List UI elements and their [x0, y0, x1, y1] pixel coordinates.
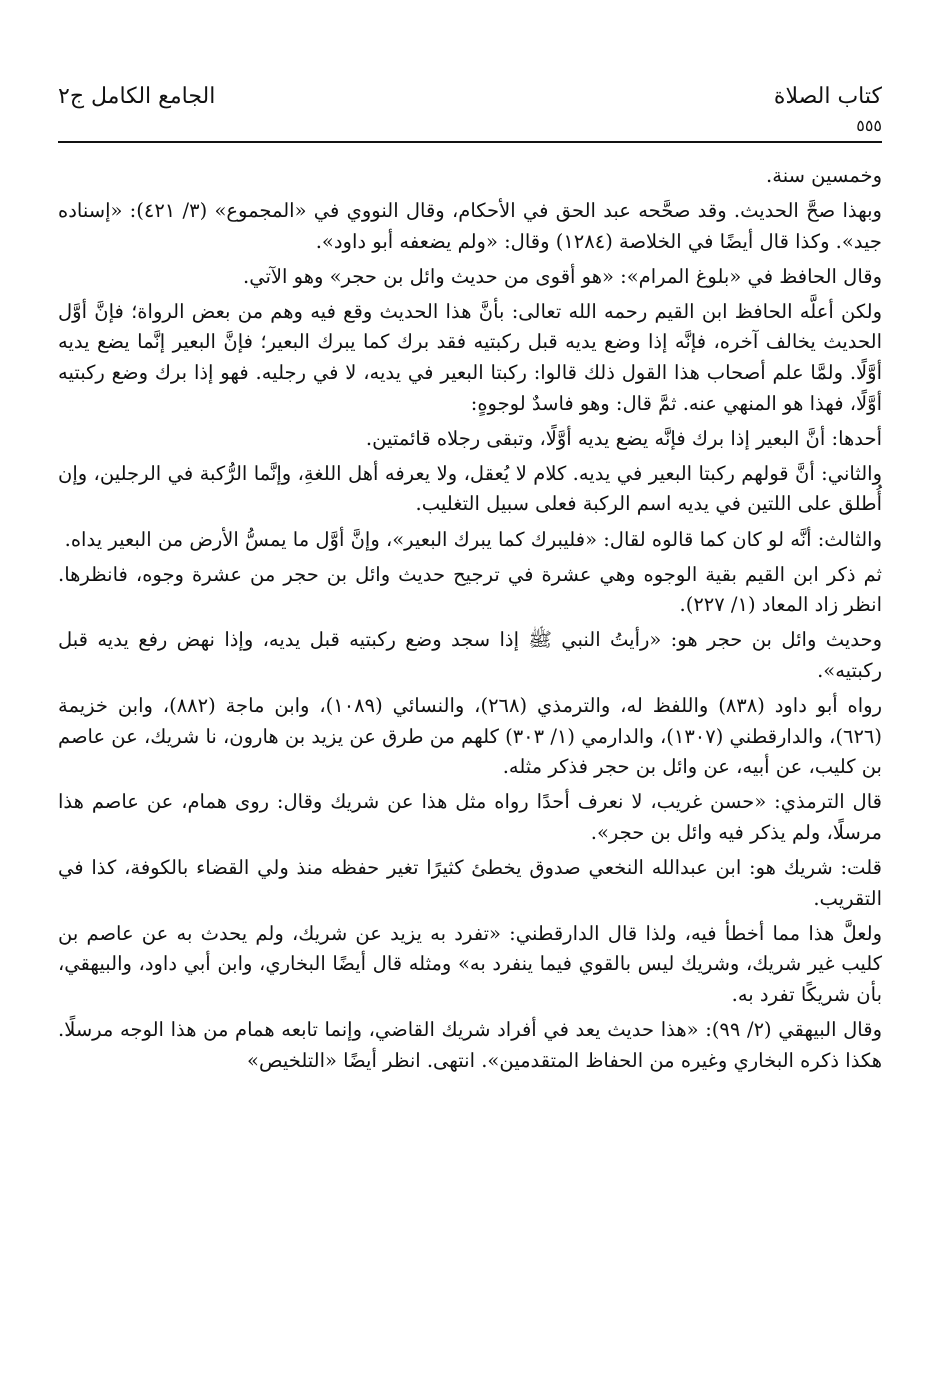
book-volume-title: الجامع الكامل ج٢: [58, 84, 216, 109]
page-number: ٥٥٥: [856, 116, 882, 135]
paragraph: وحديث وائل بن حجر هو: «رأيتُ النبي ﷺ إذا سجد وضع ركبتيه قبل يديه، وإذا نهض رفع يديه قبل ركبتيه».: [58, 628, 882, 682]
paragraph: قال الترمذي: «حسن غريب، لا نعرف أحدًا رواه مثل هذا عن شريك وقال: روى همام، عن عاصم هذا مرسلًا، ولم يذكر فيه وائل بن حجر».: [58, 790, 882, 844]
paragraph: وقال الحافظ في «بلوغ المرام»: «هو أقوى من حديث وائل بن حجر» وهو الآتي.: [243, 264, 882, 288]
page-body: [58, 161, 882, 1076]
paragraph: أحدها: أنَّ البعير إذا برك فإنَّه يضع يديه أوَّلًا، وتبقى رجلاه قائمتين.: [365, 426, 882, 450]
page-header: [58, 80, 882, 116]
paragraph: ولعلَّ هذا مما أخطأ فيه، ولذا قال الدارقطني: «تفرد به يزيد عن شريك، ولم يحدث به عن عاصم بن كليب غير شريك، وشريك ليس بالقوي فيما ينفرد به» ومثله قال أيضًا البخاري، وابن أبي داود، والبيهقي، بأن شريكًا تفرد به.: [58, 921, 882, 1006]
paragraph: وبهذا صحَّ الحديث. وقد صحَّحه عبد الحق في الأحكام، وقال النووي في «المجموع» (٣/ ٤٢١): «إسناده جيد». وكذا قال أيضًا في الخلاصة (١٢٨٤) وقال: «ولم يضعفه أبو داود».: [58, 199, 882, 253]
paragraph: ولكن أعلَّه الحافظ ابن القيم رحمه الله تعالى: بأنَّ هذا الحديث وقع فيه وهم من بعض الرواة؛ فإنَّ أوَّل الحديث يخالف آخره، فإنَّه إذا وضع يديه قبل ركبتيه فقد برك كما يبرك البعير؛ فإنَّ البعير إنَّما يضع يديه أوَّلًا. ولمَّا علم أصحاب هذا القول ذلك قالوا: ركبتا البعير في يديه، لا في رجليه. فهو إذا برك وضع ركبتيه أوَّلًا، فهذا هو المنهي عنه. ثمَّ قال: وهو فاسدٌ لوجوهٍ:: [58, 299, 882, 415]
paragraph: رواه أبو داود (٨٣٨) واللفظ له، والترمذي (٢٦٨)، والنسائي (١٠٨٩)، وابن ماجة (٨٨٢)، وابن خزيمة (٦٢٦)، والدارقطني (١٣٠٧)، والدارمي (١/ ٣٠٣) كلهم من طرق عن يزيد بن هارون، نا شريك، عن عاصم بن كليب، عن أبيه، عن وائل بن حجر فذكر مثله.: [58, 694, 883, 779]
paragraph: وخمسين سنة.: [766, 164, 882, 187]
header-divider: [58, 141, 882, 143]
paragraph: قلت: شريك هو: ابن عبدالله النخعي صدوق يخطئ كثيرًا تغير حفظه منذ ولي القضاء بالكوفة، كذا في التقريب.: [58, 855, 882, 910]
paragraph: ثم ذكر ابن القيم بقية الوجوه وهي عشرة في ترجيح حديث وائل بن حجر من عشرة وجوه، فانظرها. انظر زاد المعاد (١/ ٢٢٧).: [58, 562, 882, 617]
paragraph: وقال البيهقي (٢/ ٩٩): «هذا حديث يعد في أفراد شريك القاضي، وإنما تابعه همام من هذا الوجه مرسلًا. هكذا ذكره البخاري وغيره من الحفاظ المتقدمين». انتهى. انظر أيضًا «التلخيص»: [58, 1017, 882, 1072]
paragraph: والثاني: أنَّ قولهم ركبتا البعير في يديه. كلام لا يُعقل، ولا يعرفه أهل اللغةِ، وإنَّما الرُّكبة في الرجلين، وإن أُطلق على اللتين في يديه اسم الركبة فعلى سبيل التغليب.: [58, 461, 882, 516]
book-section-title: كتاب الصلاة: [773, 84, 882, 109]
paragraph: والثالث: أنَّه لو كان كما قالوه لقال: «فليبرك كما يبرك البعير»، وإنَّ أوَّل ما يمسُّ الأرض من البعير يداه.: [64, 527, 882, 551]
